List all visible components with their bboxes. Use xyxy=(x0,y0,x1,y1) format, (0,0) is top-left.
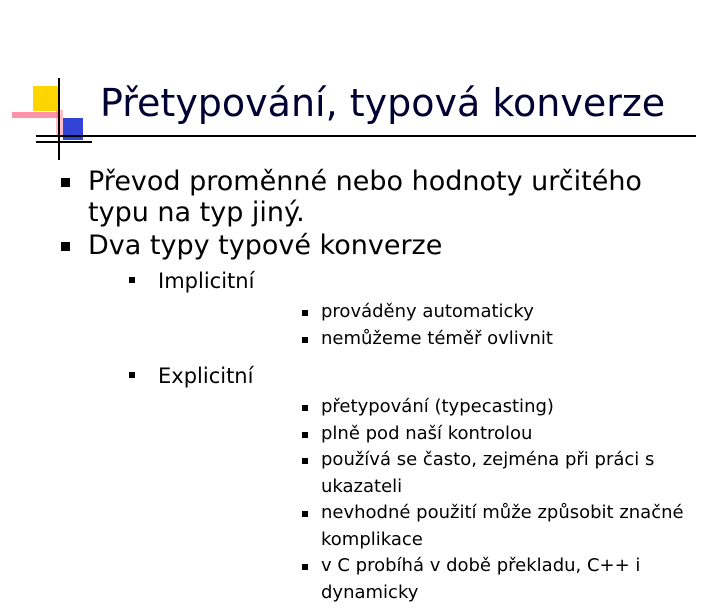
square-bullet-icon xyxy=(302,564,308,570)
detail-text: používá se často, zejména při práci s ukazateli xyxy=(321,449,655,497)
detail-list xyxy=(158,299,698,352)
detail-item xyxy=(158,553,698,606)
detail-list xyxy=(158,394,698,606)
square-bullet-icon xyxy=(61,242,70,251)
sub-bullet-item xyxy=(88,362,698,606)
square-bullet-icon xyxy=(302,310,308,316)
detail-item xyxy=(158,421,698,448)
bullet-list xyxy=(58,166,698,616)
detail-item xyxy=(158,500,698,553)
detail-item xyxy=(158,299,698,326)
detail-text: nevhodné použití může způsobit značné komplikace xyxy=(321,502,684,550)
detail-text: prováděny automaticky xyxy=(321,301,534,322)
sub-bullet-text: Implicitní xyxy=(158,269,255,293)
square-bullet-icon xyxy=(302,511,308,517)
detail-text: nemůžeme téměř ovlivnit xyxy=(321,327,553,349)
detail-text: v C probíhá v době překladu, C++ i dynamicky xyxy=(321,555,641,603)
sub-bullet-item xyxy=(88,267,698,352)
detail-item xyxy=(158,326,698,353)
detail-item xyxy=(158,394,698,421)
sub-bullet-list xyxy=(88,267,698,606)
slide-title: Přetypování, typová konverze xyxy=(100,81,666,125)
bullet-item xyxy=(58,166,698,228)
detail-text: plně pod naší kontrolou xyxy=(321,422,533,444)
square-bullet-icon xyxy=(129,277,135,283)
square-bullet-icon xyxy=(302,432,308,438)
bullet-item xyxy=(58,230,698,606)
slide-logo-icon xyxy=(0,0,110,170)
square-bullet-icon xyxy=(61,178,70,187)
square-bullet-icon xyxy=(302,458,308,464)
square-bullet-icon xyxy=(302,405,308,411)
bullet-text: Dva typy typové konverze xyxy=(88,230,443,261)
square-bullet-icon xyxy=(302,337,308,343)
detail-item xyxy=(158,447,698,500)
sub-bullet-text: Explicitní xyxy=(158,364,254,388)
detail-text: přetypování (typecasting) xyxy=(321,396,554,417)
square-bullet-icon xyxy=(129,372,135,378)
title-divider xyxy=(36,135,696,137)
bullet-text: Převod proměnné nebo hodnoty určitého typu na typ jiný. xyxy=(88,166,642,228)
